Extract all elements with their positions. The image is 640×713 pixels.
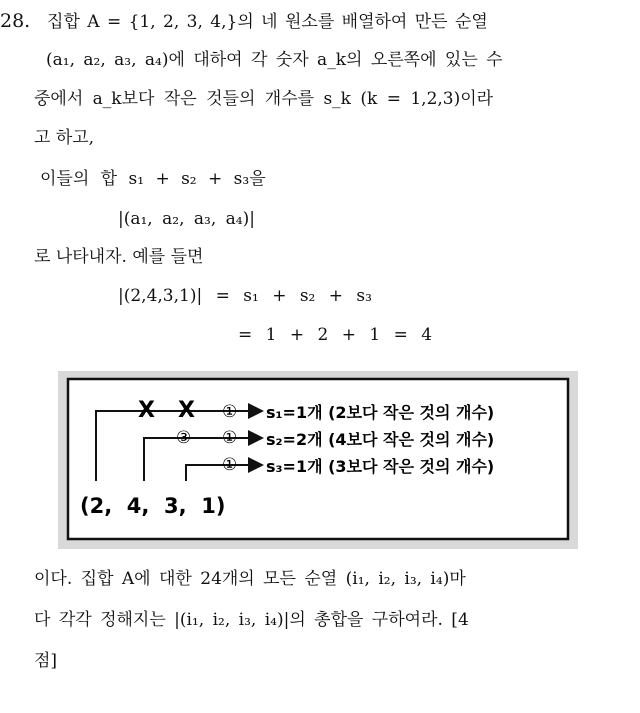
problem-line-11 [34,609,469,631]
circled-one-row3: ① [222,455,238,475]
problem-line-8 [118,285,372,307]
problem-line-4 [34,127,94,149]
problem-line-7 [34,246,203,268]
circled-one-row2: ① [222,428,238,448]
problem-line-9 [238,324,432,346]
problem-text-line-5: 이들의 합 s₁ + s₂ + s₃을 [40,169,266,189]
cross-mark-1: X [138,398,155,423]
problem-text-line-6: |(a₁, a₂, a₃, a₄)| [118,209,255,229]
circled-three-row2: ③ [176,428,192,448]
row-s3-label: s₃=1개 (3보다 작은 것의 개수) [266,457,495,476]
circled-one-row1: ① [222,402,238,422]
problem-text-line-4: 고 하고, [34,128,95,148]
row-s2-label: s₂=2개 (4보다 작은 것의 개수) [266,430,495,449]
figure-canvas [58,371,578,549]
problem-number: 28. [0,10,31,32]
example-figure [58,371,578,549]
problem-text-line-12: 점] [34,651,58,671]
problem-text-line-10: 이다. 집합 A에 대한 24개의 모든 순열 (i₁, i₂, i₃, i₄)마 [34,569,466,589]
figure-sequence: (2, 4, 3, 1) [80,494,226,518]
problem-text-line-8: |(2,4,3,1)| = s₁ + s₂ + s₃ [118,286,372,306]
problem-line-1 [0,10,488,33]
problem-text-line-3: 중에서 a_k보다 작은 것들의 개수를 s_k (k = 1,2,3)이라 [34,89,494,109]
problem-line-2 [46,49,503,71]
problem-line-5 [40,168,266,190]
problem-line-10 [34,568,466,590]
problem-line-12 [34,650,57,672]
cross-mark-2: X [178,398,195,423]
problem-text-line-2: (a₁, a₂, a₃, a₄)에 대하여 각 숫자 a_k의 오른쪽에 있는 수 [46,50,503,70]
row-s1-label: s₁=1개 (2보다 작은 것의 개수) [266,403,495,422]
problem-text-line-7: 로 나타내자. 예를 들면 [34,247,204,267]
problem-text-line-1: 집합 A = {1, 2, 3, 4,}의 네 원소를 배열하여 만든 순열 [47,12,488,32]
problem-line-6 [118,208,255,230]
problem-text-line-11: 다 각각 정해지는 |(i₁, i₂, i₃, i₄)|의 총합을 구하여라. [4 [34,610,469,630]
problem-line-3 [34,88,493,110]
problem-text-line-9: = 1 + 2 + 1 = 4 [238,325,433,345]
